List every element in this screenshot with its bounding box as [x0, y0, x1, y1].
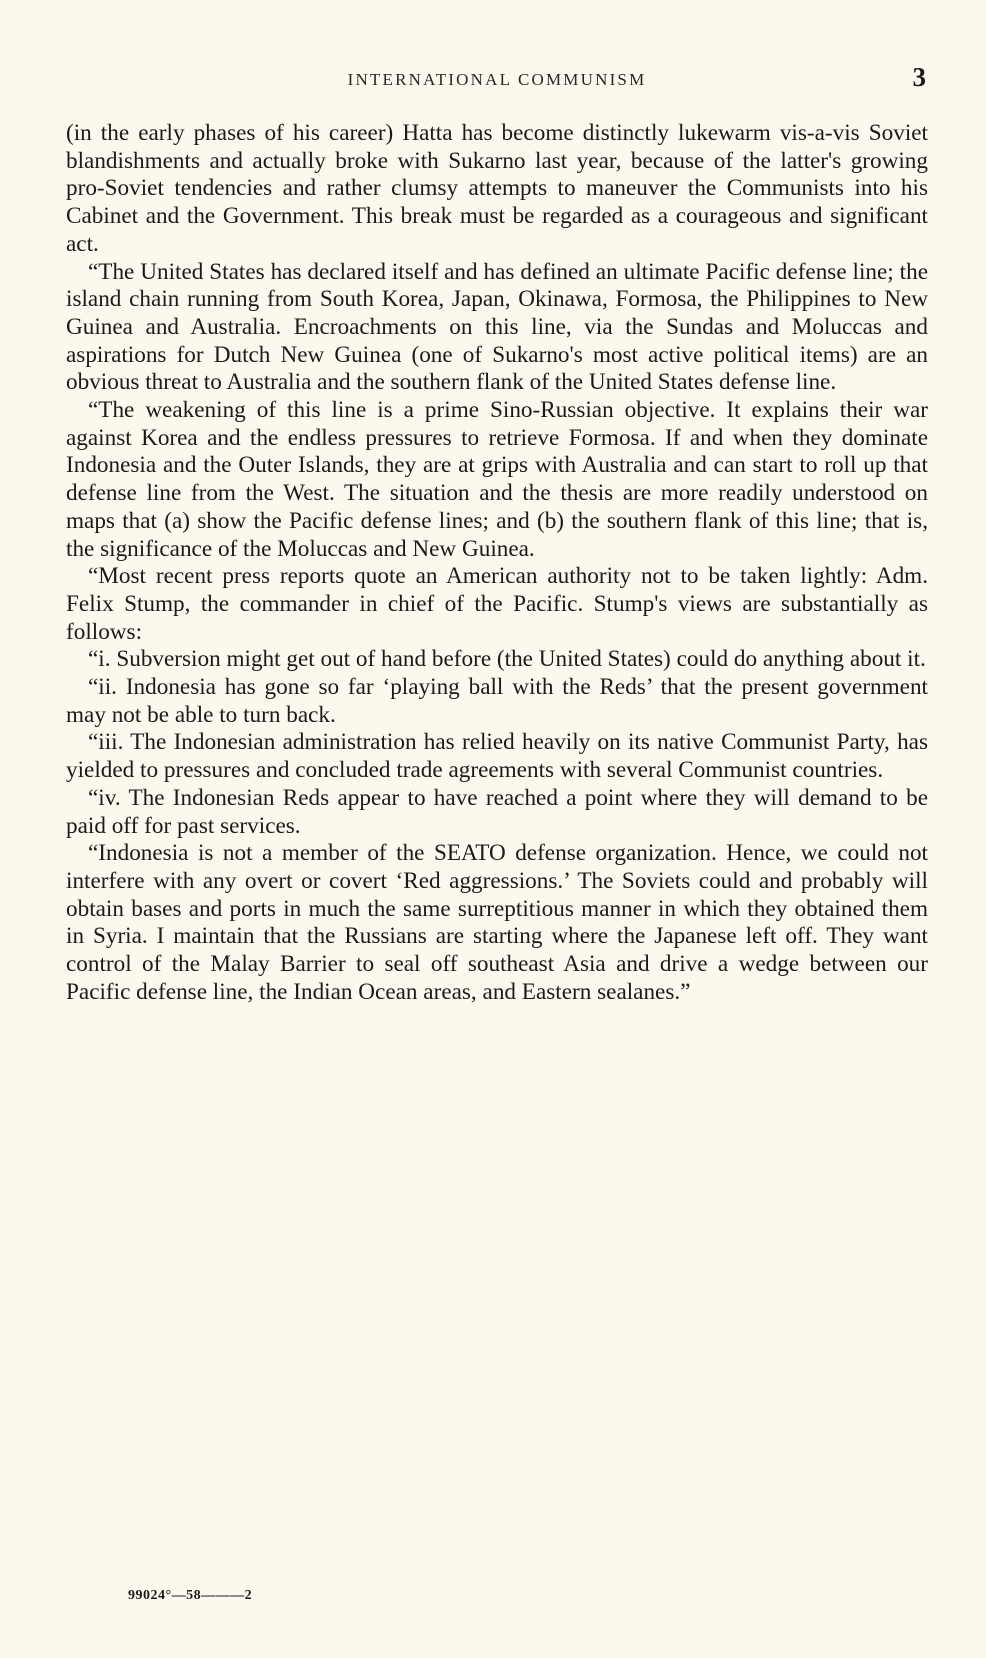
paragraph-stump-views: “Most recent press reports quote an American authority not to be taken lightly: Adm. Felix Stump, the commander in chief of the Pacific. Stump's views are substantially as follows:: [66, 563, 928, 645]
paragraph-point-ii: “ii. Indonesia has gone so far ‘playing ball with the Reds’ that the present government may not be able to turn back.: [66, 674, 928, 728]
paragraph-continuation: (in the early phases of his career) Hatta has become distinctly lukewarm vis-a-vis Soviet blandishments and actually broke with Sukarno last year, because of the latter's growing pro-Soviet tendencies and rather clumsy attempts to maneuver the Communists into his Cabinet and the Government. This break must be regarded as a courageous and significant act.: [66, 120, 928, 257]
paragraph-point-iv: “iv. The Indonesian Reds appear to have reached a point where they will demand to be paid off for past services.: [66, 784, 928, 839]
paragraph-point-i: “i. Subversion might get out of hand before (the United States) could do anything about it.: [88, 646, 926, 673]
page-number: 3: [912, 62, 926, 92]
paragraph-defense-line: “The United States has declared itself and has defined an ultimate Pacific defense line; the island chain running from South Korea, Japan, Okinawa, Formosa, the Philippines to New Guinea and Australia. Encroachments on this line, via the Sundas and Moluccas and aspirations for Dutch New Guinea (one of Sukarno's most active political items) are an obvious threat to Australia and the southern flank of the United States defense line.: [66, 258, 928, 396]
paragraph-sino-russian-objective: “The weakening of this line is a prime Sino-Russian objective. It explains their war against Korea and the endless pressures to retrieve Formosa. If and when they dominate Indonesia and the Outer Islands, they are at grips with Australia and can start to roll up that defense line from the West. The situation and the thesis are more readily understood on maps that (a) show the Pacific defense lines; and (b) the southern flank of this line; that is, the significance of the Moluccas and New Guinea.: [66, 397, 928, 562]
running-head: [66, 64, 928, 98]
document-page: [66, 0, 928, 1658]
running-title: INTERNATIONAL COMMUNISM: [347, 70, 647, 89]
printer-code: 99024°—58———2: [128, 1588, 253, 1603]
body-text: [66, 120, 928, 1007]
paragraph-seato: “Indonesia is not a member of the SEATO defense organization. Hence, we could not interfere with any overt or covert ‘Red aggressions.’ The Soviets could and probably will obtain bases and ports in much the same surreptitious manner in which they obtained them in Syria. I maintain that the Russians are starting where the Japanese left off. They want control of the Malay Barrier to seal off southeast Asia and drive a wedge between our Pacific defense line, the Indian Ocean areas, and Eastern sealanes.”: [66, 840, 928, 1005]
paragraph-point-iii: “iii. The Indonesian administration has relied heavily on its native Communist Party, has yielded to pressures and concluded trade agreements with several Communist countries.: [66, 729, 928, 784]
